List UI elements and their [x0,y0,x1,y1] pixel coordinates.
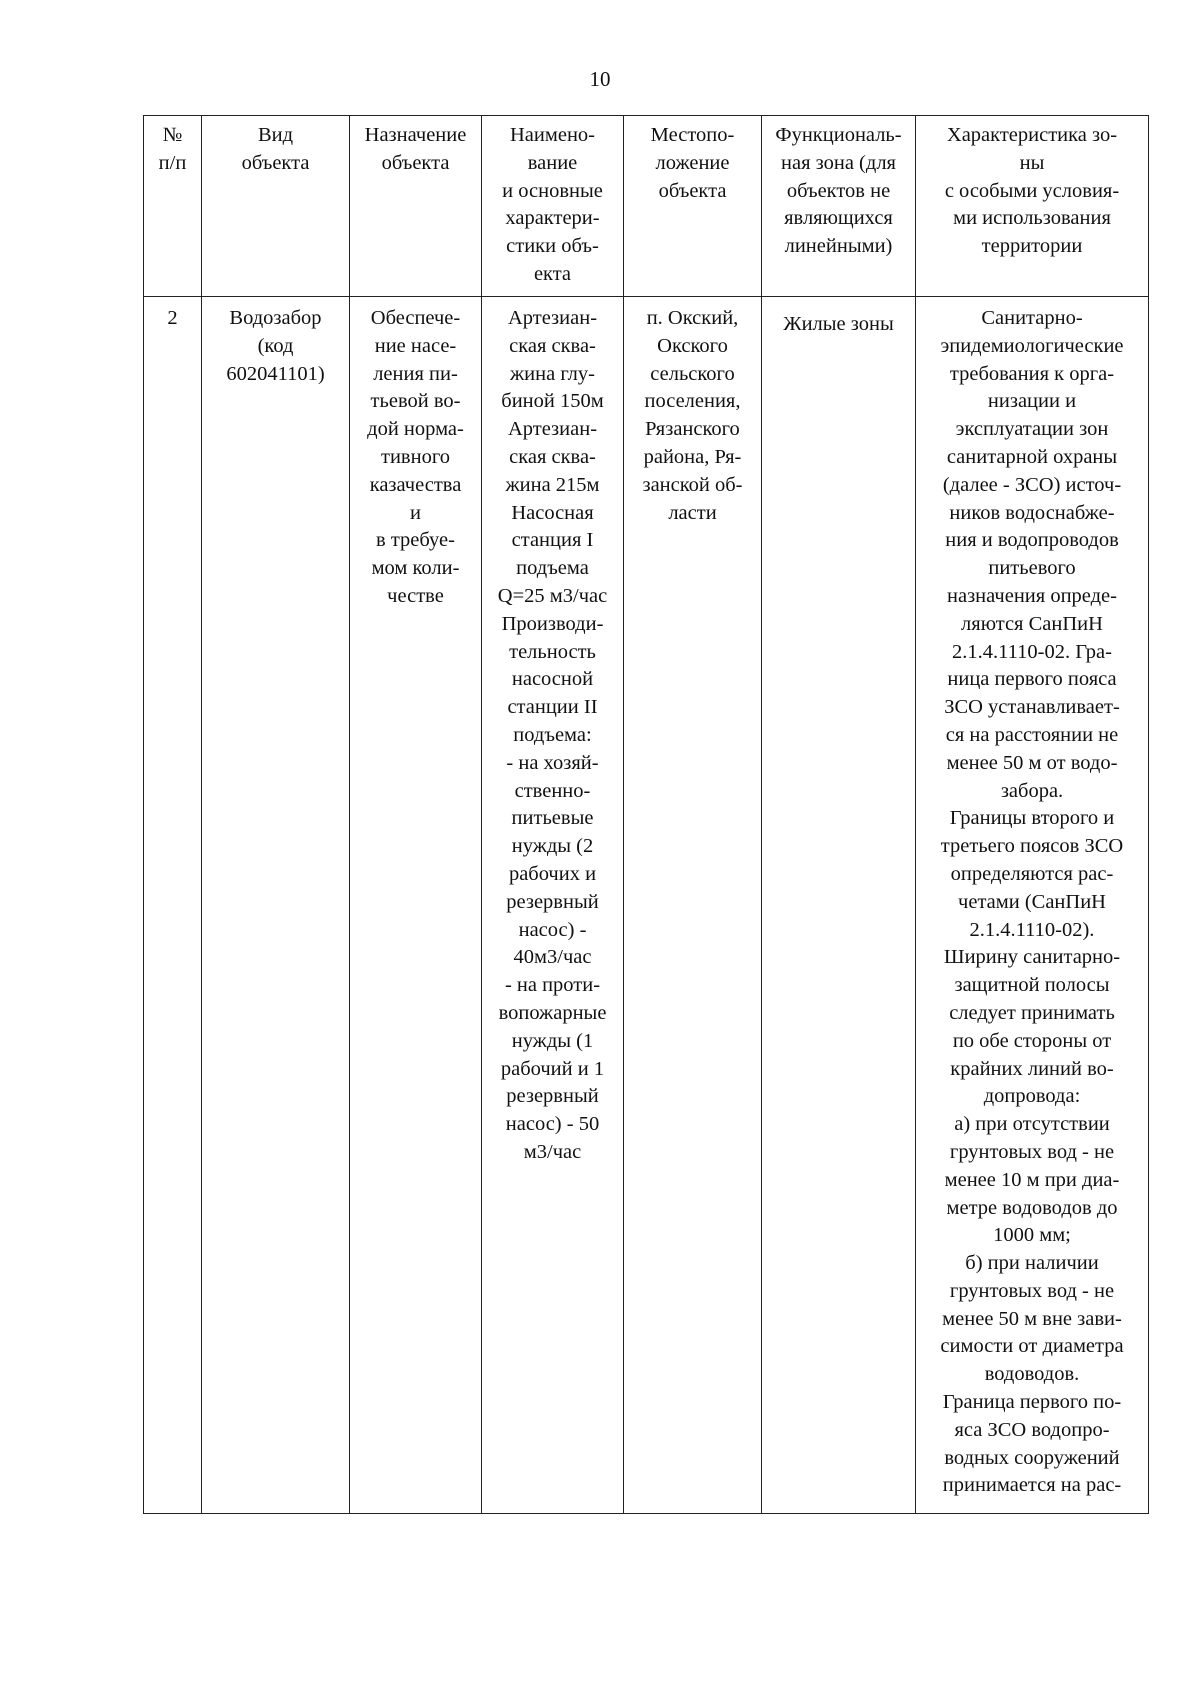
objects-table [143,115,1149,1514]
table-row [144,297,1149,1514]
header-object-type: Вид объекта [202,116,350,297]
header-object-purpose: Назначение объекта [350,116,482,297]
cell-object-type: Водозабор (код 602041101) [202,297,350,1514]
header-number: № п/п [144,116,202,297]
cell-object-purpose: Обеспече- ние насе- ления пи- тьевой во- дой норма- тивного казачества и в требуе- мом коли- честве [350,297,482,1514]
header-object-name: Наимено- вание и основные характери- стики объ- екта [482,116,624,297]
page-number: 10 [589,67,611,91]
cell-functional-zone: Жилые зоны [762,297,916,1514]
cell-object-name: Артезиан- ская сква- жина глу- биной 150м Артезиан- ская сква- жина 215м Насосная станция I подъема Q=25 м3/час Производи- тельность насосной станции II подъема: - на хозяй- ственно- питьевые нужды (2 рабочих и резервный насос) - 40м3/час - на проти- вопожарные нужды (1 рабочий и 1 резервный насос) - 50 м3/час [482,297,624,1514]
cell-number: 2 [144,297,202,1514]
header-functional-zone: Функциональ- ная зона (для объектов не являющихся линейными) [762,116,916,297]
header-zone-characteristics: Характеристика зо- ны с особыми условия- ми использования территории [916,116,1149,297]
cell-zone-characteristics: Санитарно- эпидемиологические требования к орга- низации и эксплуатации зон санитарной охраны (далее - ЗСО) источ- ников водоснабже- ния и водопроводов питьевого назначения опреде- ляются СанПиН 2.1.4.1110-02. Гра- ница первого пояса ЗСО устанавливает- ся на расстоянии не менее 50 м от водо- забора. Границы второго и третьего поясов ЗСО определяются рас- четами (СанПиН 2.1.4.1110-02). Ширину санитарно- защитной полосы следует принимать по обе стороны от крайних линий во- допровода: а) при отсутствии грунтовых вод - не менее 10 м при диа- метре водоводов до 1000 мм; б) при наличии грунтовых вод - не менее 50 м вне зави- симости от диаметра водоводов. Граница первого по- яса ЗСО водопро- водных сооружений принимается на рас- [916,297,1149,1514]
header-object-location: Местопо- ложение объекта [624,116,762,297]
cell-object-location: п. Окский, Окского сельского поселения, Рязанского района, Ря- занской об- ласти [624,297,762,1514]
table-header-row [144,116,1149,297]
